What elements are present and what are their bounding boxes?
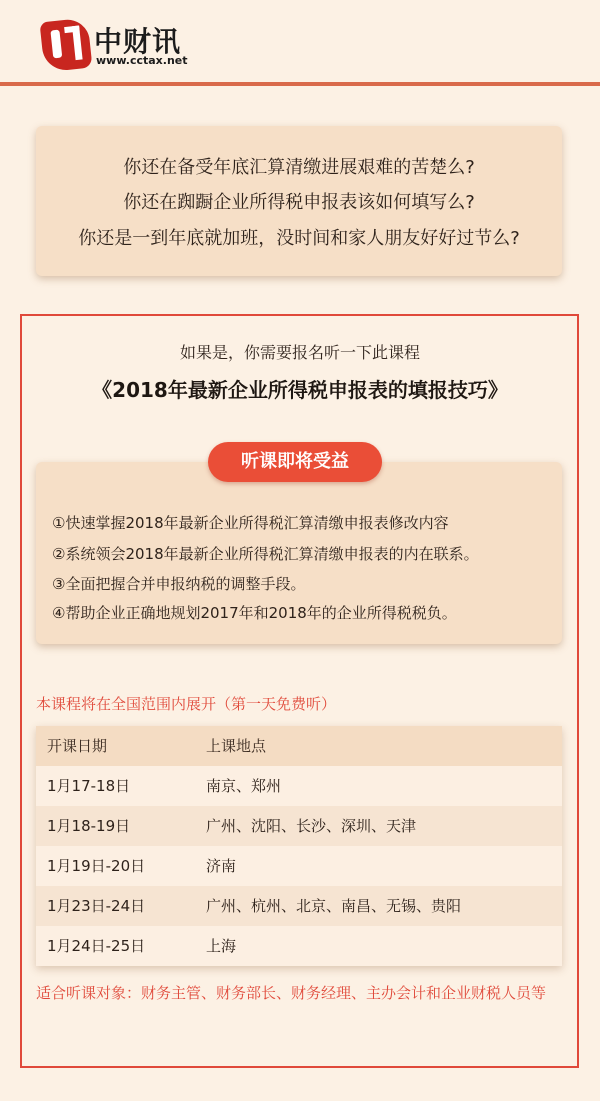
row-date: 1月19日-20日 <box>47 857 146 875</box>
benefits-badge: 听课即将受益 <box>208 442 382 482</box>
row-place: 上海 <box>206 937 237 955</box>
benefit-item: ③全面把握合并申报纳税的调整手段。 <box>52 575 306 593</box>
table-row <box>36 766 562 806</box>
course-title: 《2018年最新企业所得税申报表的填报技巧》 <box>92 378 508 402</box>
logo-url: www.cctax.net <box>96 54 188 67</box>
row-place: 南京、郑州 <box>206 777 282 795</box>
question-card <box>36 126 562 276</box>
course-intro: 如果是，你需要报名听一下此课程 <box>179 343 420 362</box>
benefit-item: ①快速掌握2018年最新企业所得税汇算清缴申报表修改内容 <box>52 514 449 532</box>
table-row <box>36 806 562 846</box>
row-date: 1月17-18日 <box>47 777 131 795</box>
logo-name: 中财讯 <box>94 25 182 58</box>
header-place: 上课地点 <box>206 737 267 755</box>
table-row <box>36 886 562 926</box>
logo-icon <box>40 18 93 73</box>
benefit-item: ④帮助企业正确地规划2017年和2018年的企业所得税税负。 <box>52 604 457 622</box>
row-date: 1月24日-25日 <box>47 937 146 955</box>
question-line: 你还在踟蹰企业所得税申报表该如何填写么? <box>123 192 475 213</box>
table-header-row <box>36 726 562 766</box>
schedule-table <box>36 726 562 966</box>
audience-text: 适合听课对象：财务主管、财务部长、财务经理、主办会计和企业财税人员等 <box>36 984 547 1002</box>
table-row <box>36 846 562 886</box>
table-row <box>36 926 562 966</box>
benefit-item: ②系统领会2018年最新企业所得税汇算清缴申报表的内在联系。 <box>52 545 479 563</box>
row-place: 济南 <box>206 857 237 875</box>
row-place: 广州、杭州、北京、南昌、无锡、贵阳 <box>206 897 462 915</box>
header <box>0 0 600 82</box>
schedule-note: 本课程将在全国范围内展开（第一天免费听） <box>36 695 337 713</box>
question-line: 你还在备受年底汇算清缴进展艰难的苦楚么? <box>123 157 475 178</box>
header-divider <box>0 82 600 86</box>
row-date: 1月18-19日 <box>47 817 131 835</box>
row-place: 广州、沈阳、长沙、深圳、天津 <box>206 817 417 835</box>
row-date: 1月23日-24日 <box>47 897 146 915</box>
header-date: 开课日期 <box>47 737 108 755</box>
question-line: 你还是一到年底就加班，没时间和家人朋友好好过节么? <box>78 228 520 249</box>
